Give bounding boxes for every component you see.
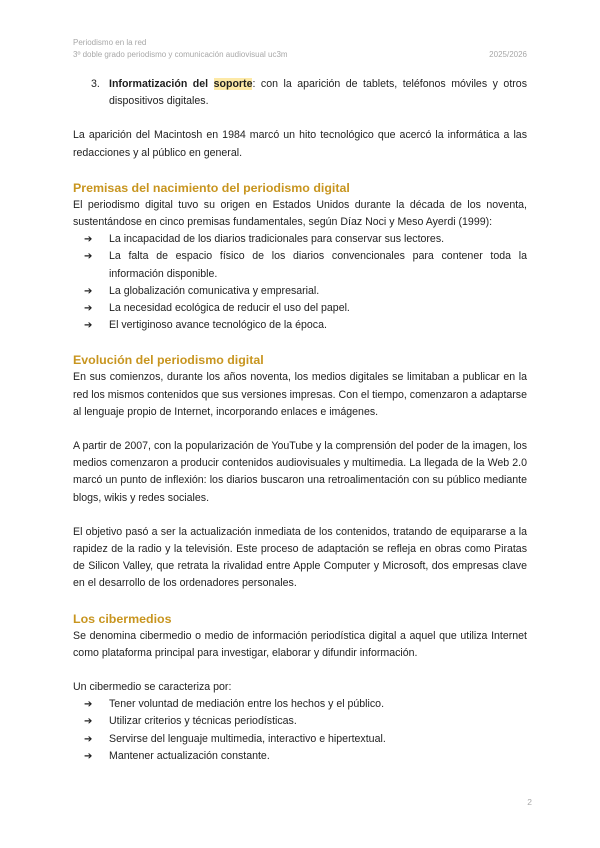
arrow-icon: ➔ xyxy=(84,303,93,315)
item-text: : con la aparición de tablets, teléfonos móviles y otros dispositivos digitales. xyxy=(109,78,527,108)
section3-paragraph: Se denomina cibermedio o medio de información periodística digital a aquel que utiliza Internet como plataforma principal para investigar, elaborar y difundir información. xyxy=(73,629,527,659)
section2-paragraph-1: En sus comienzos, durante los años noventa, los medios digitales se limitaban a publicar en la red los mismos contenidos que sus versiones impresas. Con el tiempo, comenzaron a adaptarse al lenguaje propio de Internet, incorporando enlaces e imágenes. xyxy=(73,371,527,418)
list-item: ➔ Tener voluntad de mediación entre los hechos y el público. xyxy=(73,696,527,713)
page-header xyxy=(73,37,527,61)
intro-paragraph: La aparición del Macintosh en 1984 marcó un hito tecnológico que acercó la informática a las redacciones y al público en general. xyxy=(73,129,527,159)
section2-paragraph-2: A partir de 2007, con la popularización de YouTube y la comprensión del poder de la imagen, los medios comenzaron a producir contenidos audiovisuales y multimedia. La llegada de la Web 2.0 marcó un punto de inflexión: los diarios buscaron una retroalimentación con su público mediante blogs, wikis y redes sociales. xyxy=(73,440,527,504)
list-item: ➔ La necesidad ecológica de reducir el uso del papel. xyxy=(73,300,527,317)
item-number: 3. xyxy=(91,78,100,90)
arrow-icon: ➔ xyxy=(84,285,93,297)
list-item: ➔ La falta de espacio físico de los diarios convencionales para contener toda la información disponible. xyxy=(73,248,527,282)
list-item: ➔ El vertiginoso avance tecnológico de la época. xyxy=(73,317,527,334)
page-number: 2 xyxy=(527,797,532,807)
header-course: Periodismo en la red xyxy=(73,38,147,47)
item-bold-label: Informatización del xyxy=(109,78,214,90)
section3-bullet-list xyxy=(73,696,527,765)
section1-bullet-list xyxy=(73,231,527,334)
list-item: ➔ La incapacidad de los diarios tradicionales para conservar sus lectores. xyxy=(73,231,527,248)
arrow-icon: ➔ xyxy=(84,716,93,728)
arrow-icon: ➔ xyxy=(84,320,93,332)
section-title-premisas: Premisas del nacimiento del periodismo digital xyxy=(73,180,350,195)
arrow-icon: ➔ xyxy=(84,733,93,745)
arrow-icon: ➔ xyxy=(84,234,93,246)
section1-paragraph: El periodismo digital tuvo su origen en Estados Unidos durante la década de los noventa, sustentándose en cinco premisas fundamentales, según Díaz Noci y Meso Ayerdi (1999): xyxy=(73,198,527,229)
numbered-item-3 xyxy=(73,76,527,110)
section2-paragraph-3: El objetivo pasó a ser la actualización inmediata de los contenidos, tratando de equipararse a la rapidez de la radio y la televisión. Este proceso de adaptación se refleja en obras como Piratas de Silicon Valley, que retrata la rivalidad entre Apple Computer y Microsoft, dos empresas clave en el desarrollo de los ordenadores personales. xyxy=(73,525,527,590)
list-item: ➔ Utilizar criterios y técnicas periodísticas. xyxy=(73,713,527,730)
header-degree: 3º doble grado periodismo y comunicación audiovisual uc3m xyxy=(73,50,288,59)
header-year: 2025/2026 xyxy=(489,50,527,59)
highlighted-term: soporte xyxy=(213,78,253,90)
list-item: ➔ Servirse del lenguaje multimedia, interactivo e hipertextual. xyxy=(73,731,527,748)
section-title-cibermedios: Los cibermedios xyxy=(73,611,172,626)
arrow-icon: ➔ xyxy=(84,251,93,263)
arrow-icon: ➔ xyxy=(84,750,93,762)
list-item: ➔ Mantener actualización constante. xyxy=(73,748,527,765)
arrow-icon: ➔ xyxy=(84,699,93,711)
section-title-evolucion: Evolución del periodismo digital xyxy=(73,353,264,368)
list-item: ➔ La globalización comunicativa y empresarial. xyxy=(73,283,527,300)
section3-lead: Un cibermedio se caracteriza por: xyxy=(73,681,232,694)
page-content xyxy=(73,76,527,765)
